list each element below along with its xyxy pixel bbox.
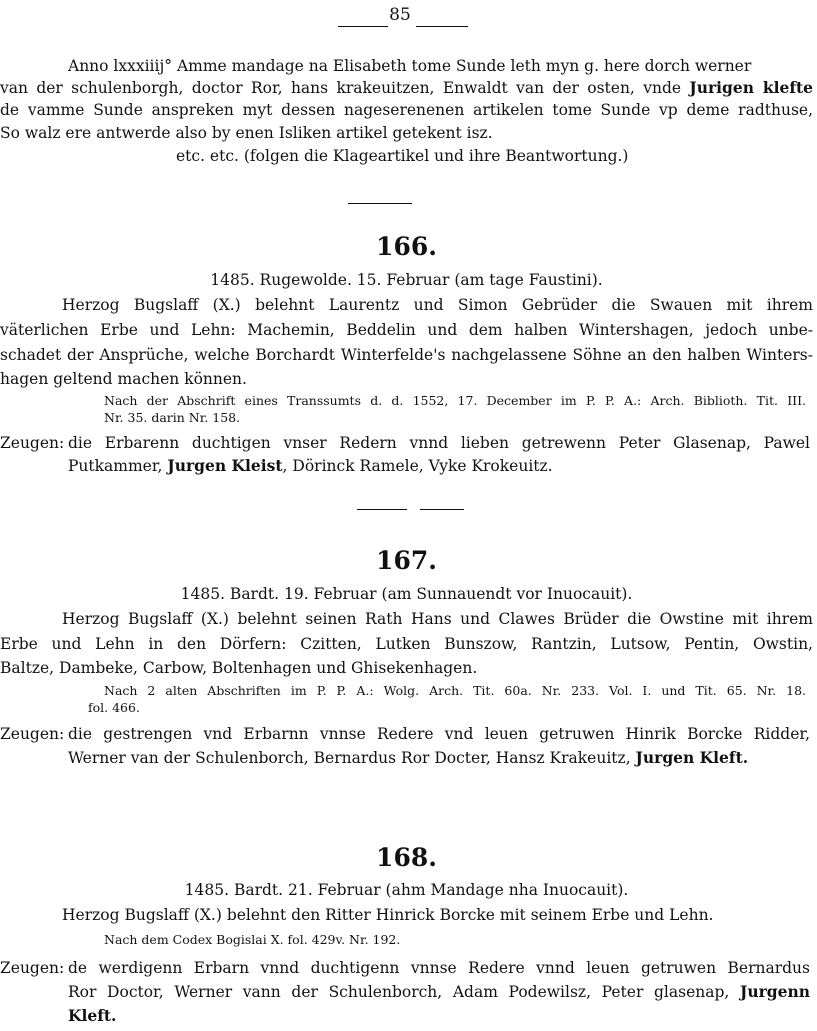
doc167-ref-1: Nach 2 alten Abschriften im P. P. A.: Wolg. Arch. Tit. 60a. Nr. 233. Vol. I. und Tit. 65. Nr. 18. <box>104 683 806 698</box>
top-line-3: de vamme Sunde anspreken myt dessen nageserenenen artikelen tome Sunde vp deme radthuse, <box>0 101 813 119</box>
doc168-body: Herzog Bugslaff (X.) belehnt den Ritter Hinrick Borcke mit seinem Erbe und Lehn. <box>62 906 714 924</box>
doc168-witness-3: Kleft. <box>68 1006 117 1025</box>
page-number-rule-right <box>416 26 468 27</box>
doc167-body-2: Erbe und Lehn in den Dörfern: Czitten, Lutken Bunszow, Rantzin, Lutsow, Pentin, Owstin, <box>0 635 813 653</box>
doc167-body-3: Baltze, Dambeke, Carbow, Boltenhagen und Ghisekenhagen. <box>0 659 478 677</box>
doc167-date: 1485. Bardt. 19. Februar (am Sunnauendt vor Inuocauit). <box>180 585 633 603</box>
doc166-witness-2-c: , Dörinck Ramele, Vyke Krokeuitz. <box>282 457 553 475</box>
doc166-date: 1485. Rugewolde. 15. Februar (am tage Faustini). <box>210 271 603 289</box>
page-number-rule-left <box>338 26 388 27</box>
doc168-ref: Nach dem Codex Bogislai X. fol. 429v. Nr. 192. <box>104 932 401 947</box>
doc168-witness-2-name: Jurgenn <box>739 982 810 1001</box>
doc168-date: 1485. Bardt. 21. Februar (ahm Mandage nha Inuocauit). <box>184 881 629 899</box>
doc166-body-2: väterlichen Erbe und Lehn: Machemin, Beddelin und dem halben Wintershagen, jedoch unbe- <box>0 321 813 339</box>
doc166-ref-2: Nr. 35. darin Nr. 158. <box>104 410 241 425</box>
doc167-body-1: Herzog Bugslaff (X.) belehnt seinen Rath Hans und Clawes Brüder die Owstine mit ihrem <box>62 610 813 628</box>
doc166-body-4: hagen geltend machen können. <box>0 370 247 388</box>
separator-2a <box>357 509 407 510</box>
doc167-witness-1: die gestrengen vnd Erbarnn vnnse Redere vnd leuen getruwen Hinrik Borcke Ridder, <box>68 725 810 743</box>
doc166-witness-2 <box>68 456 810 476</box>
top-line-1: Anno lxxxiiij° Amme mandage na Elisabeth tome Sunde leth myn g. here dorch werner <box>68 57 752 75</box>
doc166-ref-1: Nach der Abschrift eines Transsumts d. d. 1552, 17. December im P. P. A.: Arch. Biblioth. Tit. III. <box>104 393 806 408</box>
doc166-witness-1: die Erbarenn duchtigen vnser Redern vnnd lieben getrewenn Peter Glasenap, Pawel <box>68 434 810 452</box>
doc168-witness-2 <box>68 982 810 1002</box>
top-line-2-text: van der schulenborgh, doctor Ror, hans krakeuitzen, Enwaldt van der osten, vnde <box>0 79 690 97</box>
top-line-2-name: Jurigen klefte <box>689 78 813 97</box>
doc166-number: 166. <box>376 232 437 261</box>
doc166-witness-2-name: Jurgen Kleist <box>167 456 283 475</box>
separator-2b <box>420 509 464 510</box>
doc168-number: 168. <box>376 843 437 872</box>
doc168-witness-2-a: Ror Doctor, Werner vann der Schulenborch, Adam Podewilsz, Peter glasenap, <box>68 983 740 1001</box>
doc166-witness-label: Zeugen: <box>0 434 65 452</box>
doc167-number: 167. <box>376 546 437 575</box>
separator-1 <box>348 203 412 204</box>
doc167-witness-2 <box>68 748 810 768</box>
doc168-witness-label: Zeugen: <box>0 959 65 977</box>
doc166-witness-2-a: Putkammer, <box>68 457 168 475</box>
doc167-witness-label: Zeugen: <box>0 725 65 743</box>
top-line-2 <box>0 78 813 98</box>
top-line-5: etc. etc. (folgen die Klageartikel und ihre Beantwortung.) <box>176 147 629 165</box>
doc166-body-1: Herzog Bugslaff (X.) belehnt Laurentz und Simon Gebrüder die Swauen mit ihrem <box>62 296 813 314</box>
doc167-witness-2-name: Jurgen Kleft. <box>635 748 749 767</box>
doc166-body-3: schadet der Ansprüche, welche Borchardt Winterfelde's nachgelassene Söhne an den halben Winters- <box>0 346 813 364</box>
top-line-4: So walz ere antwerde also by enen Isliken artikel getekent isz. <box>0 124 493 142</box>
doc168-witness-1: de werdigenn Erbarn vnnd duchtigenn vnnse Redere vnnd leuen getruwen Bernardus <box>68 959 810 977</box>
doc167-ref-2: fol. 466. <box>88 700 140 715</box>
doc167-witness-2-a: Werner van der Schulenborch, Bernardus Ror Docter, Hansz Krakeuitz, <box>68 749 636 767</box>
page-number: 85 <box>389 5 411 25</box>
